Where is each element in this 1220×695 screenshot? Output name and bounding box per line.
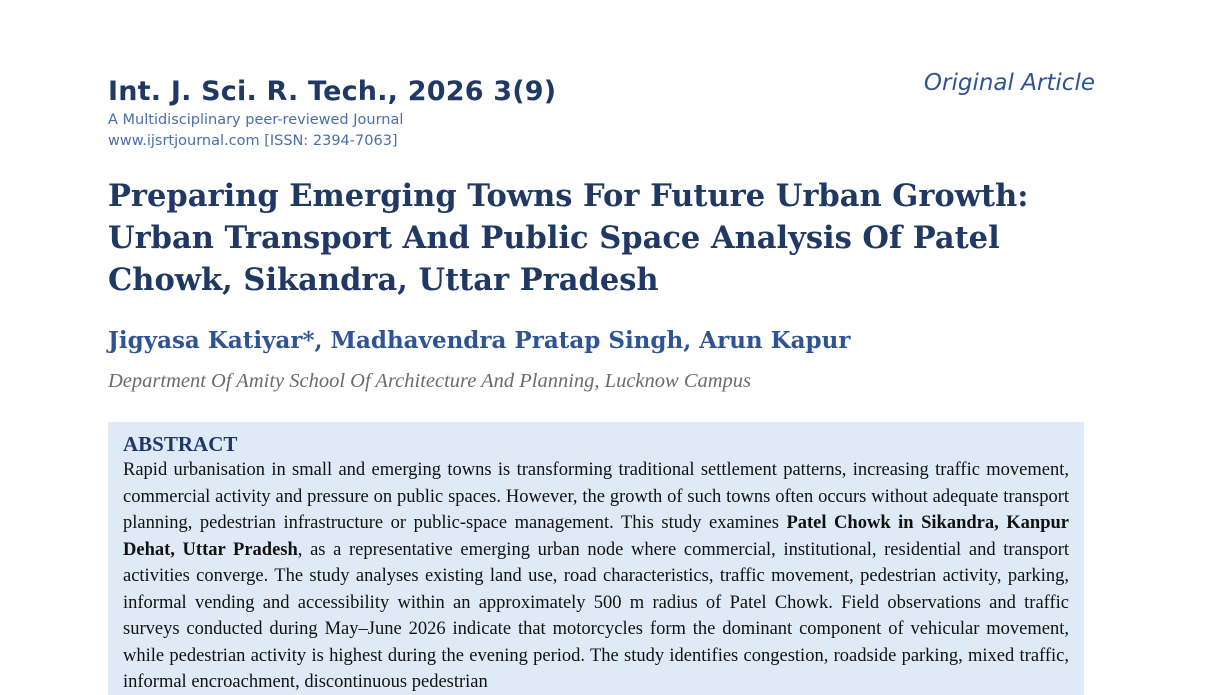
paper-title: Preparing Emerging Towns For Future Urban Growth: Urban Transport And Public Space Analysis Of Patel Chowk, Sikandra, Uttar Pradesh <box>108 178 1029 298</box>
abstract-text-part2: , as a representative emerging urban node where commercial, institutional, residential and transport activities converge. The study analyses existing land use, road characteristics, traffic movement, pedestrian activity, parking, informal vending and accessibility within an approximately 500 m radius of Patel Chowk. Field observations and traffic surveys conducted during May–June 2026 indicate that motorcycles form the dominant component of vehicular movement, while pedestrian activity is highest during the evening period. The study identifies congestion, roadside parking, mixed traffic, informal encroachment, discontinuous pedestrian <box>123 539 1069 692</box>
journal-title: Int. J. Sci. R. Tech., 2026 3(9) <box>108 76 557 107</box>
abstract-study-area: Patel Chowk in Sikandra, Kanpur Dehat, Uttar Pradesh <box>123 513 1070 560</box>
journal-subtitle: A Multidisciplinary peer-reviewed Journal <box>108 112 404 128</box>
abstract-body <box>123 457 1069 695</box>
abstract-heading: ABSTRACT <box>123 432 238 456</box>
author-affiliation: Department Of Amity School Of Architecture And Planning, Lucknow Campus <box>108 370 752 392</box>
abstract-text-part1: Rapid urbanisation in small and emerging towns is transforming traditional settlement patterns, increasing traffic movement, commercial activity and pressure on public spaces. However, the growth of such towns often occurs without adequate transport planning, pedestrian infrastructure or public-space management. This study examines <box>123 460 1069 533</box>
author-list: Jigyasa Katiyar*, Madhavendra Pratap Singh, Arun Kapur <box>108 327 851 354</box>
journal-website[interactable]: www.ijsrtjournal.com [ISSN: 2394-7063] <box>108 133 398 149</box>
article-type-label: Original Article <box>923 70 1095 96</box>
journal-header <box>108 74 556 152</box>
abstract-section <box>108 422 1084 695</box>
